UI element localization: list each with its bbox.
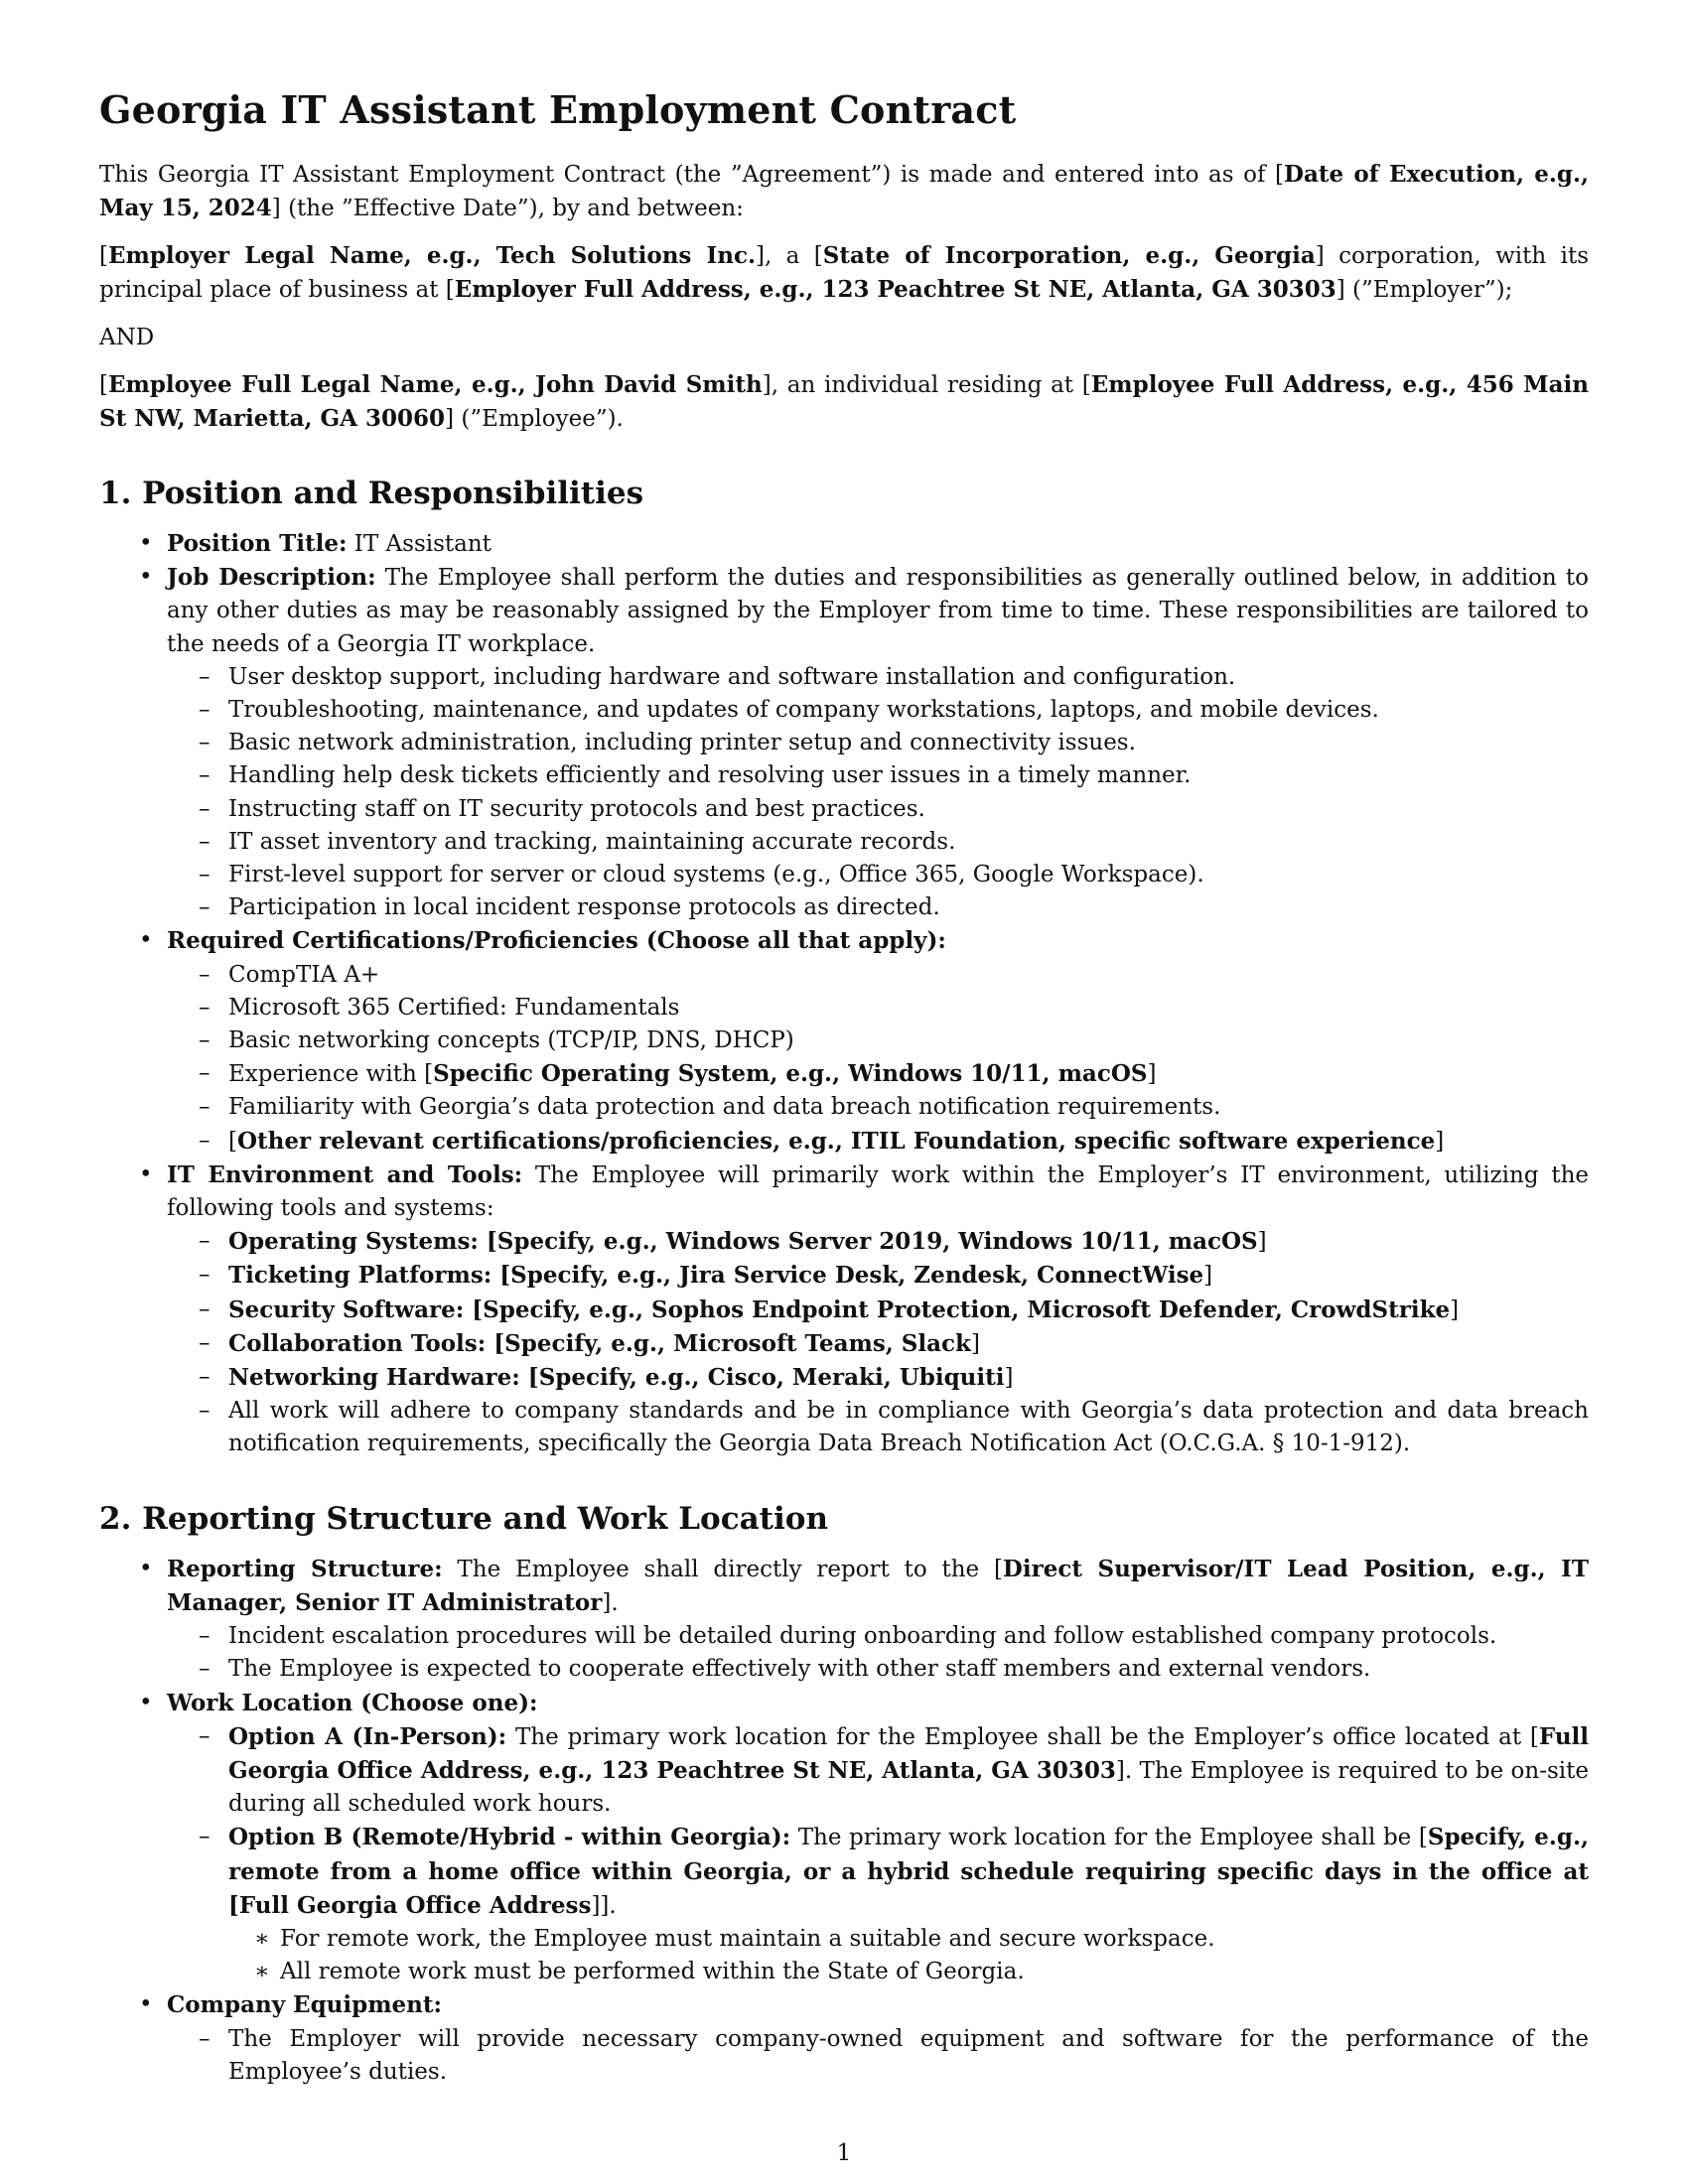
employer-paragraph: [Employer Legal Name, e.g., Tech Solutions Inc.], a [State of Incorporation, e.g., Georgia] corporation, with its principal place of business at [Employer Full Address, e.g., 123 Peachtree St NE, Atlanta, GA 30303] (”Employer”); [99, 242, 1590, 303]
list-item: – Experience with [Specific Operating System, e.g., Windows 10/11, macOS] [228, 1057, 1589, 1091]
list-item: – Participation in local incident response protocols as directed. [228, 891, 1589, 924]
list-item: – Instructing staff on IT security protocols and best practices. [228, 793, 1589, 826]
list-item: • Company Equipment: – The Employer will provide necessary company-owned equipment and software for the performance of the Employee’s duties. [167, 1988, 1589, 2089]
equipment-list [167, 2023, 1589, 2089]
list-item: – Operating Systems: [Specify, e.g., Windows Server 2019, Windows 10/11, macOS] [228, 1225, 1589, 1259]
section-heading-1: 1. Position and Responsibilities [99, 476, 644, 511]
employer-name-placeholder: Employer Legal Name, e.g., Tech Solutions Inc. [107, 242, 756, 269]
employer-address-placeholder: Employer Full Address, e.g., 123 Peachtree St NE, Atlanta, GA 30303 [454, 276, 1336, 303]
intro-paragraph: This Georgia IT Assistant Employment Contract (the ”Agreement”) is made and entered into as of [Date of Execution, e.g., May 15, 2024] (the ”Effective Date”), by and between: [99, 161, 1589, 221]
list-item: – Security Software: [Specify, e.g., Sophos Endpoint Protection, Microsoft Defender, CrowdStrike] [228, 1294, 1589, 1327]
list-item: – User desktop support, including hardware and software installation and configuration. [228, 661, 1589, 694]
page-title: Georgia IT Assistant Employment Contract [99, 87, 1017, 132]
section-2-list [99, 1553, 1589, 2089]
tools-list [167, 1225, 1589, 1460]
list-item: ∗ For remote work, the Employee must maintain a suitable and secure workspace. [280, 1923, 1589, 1956]
list-item: – IT asset inventory and tracking, maintaining accurate records. [228, 826, 1589, 859]
list-item: – Troubleshooting, maintenance, and updates of company workstations, laptops, and mobile devices. [228, 694, 1589, 727]
list-item: – Handling help desk tickets efficiently and resolving user issues in a timely manner. [228, 759, 1589, 792]
employee-name-placeholder: Employee Full Legal Name, e.g., John David Smith [107, 371, 763, 398]
employee-paragraph: [Employee Full Legal Name, e.g., John David Smith], an individual residing at [Employee Full Address, e.g., 456 Main St NW, Marietta, GA 30060] (”Employee”). [99, 371, 1589, 432]
list-item: • Required Certifications/Proficiencies (Choose all that apply): – CompTIA A+ – Microsoft 365 Certified: Fundamentals – Basic networking concepts (TCP/IP, DNS, DHCP) – Experience with [Specific Operating System, e.g., Windows 10/11, macOS] – Familiarity with Georgia’s data protection and data breach notification requirements. – [Other relevant certifications/proficiencies, e.g., ITIL Foundation, specific software experience] [167, 924, 1589, 1158]
duties-list [167, 661, 1589, 925]
list-item: • Reporting Structure: The Employee shall directly report to the [Direct Supervisor/IT Lead Position, e.g., IT Manager, Senior IT Administrator]. – Incident escalation procedures will be detailed during onboarding and follow established company protocols. – The Employee is expected to cooperate effectively with other staff members and external vendors. [167, 1553, 1589, 1687]
document-page [99, 87, 1589, 2089]
list-item: • Position Title: IT Assistant [167, 527, 1589, 561]
list-item: – Familiarity with Georgia’s data protection and data breach notification requirements. [228, 1091, 1589, 1124]
list-item: ∗ All remote work must be performed within the State of Georgia. [280, 1956, 1589, 1988]
page-number: 1 [836, 2140, 852, 2166]
certifications-list [167, 959, 1589, 1159]
list-item: – Collaboration Tools: [Specify, e.g., Microsoft Teams, Slack] [228, 1327, 1589, 1361]
and-line: AND [99, 325, 155, 350]
list-item: – Basic networking concepts (TCP/IP, DNS, DHCP) [228, 1024, 1589, 1057]
list-item: • IT Environment and Tools: The Employee will primarily work within the Employer’s IT environment, utilizing the following tools and systems: – Operating Systems: [Specify, e.g., Windows Server 2019, Windows 10/11, macOS] – Ticketing Platforms: [Specify, e.g., Jira Service Desk, Zendesk, ConnectWise] – Security Software: [Specify, e.g., Sophos Endpoint Protection, Microsoft Defender, CrowdStrike] – Collaboration Tools: [Specify, e.g., Microsoft Teams, Slack] – Networking Hardware: [Specify, e.g., Cisco, Meraki, Ubiquiti] – All work will adhere to company standards and be in compliance with Georgia’s data protection and data breach notification requirements, specifically the Georgia Data Breach Notification Act (O.C.G.A. § 10-1-912). [167, 1159, 1589, 1461]
remote-rules-list [228, 1923, 1589, 1988]
execution-date-placeholder: Date of Execution, e.g., May 15, 2024 [99, 161, 1589, 221]
list-item: – CompTIA A+ [228, 959, 1589, 992]
list-item: • Job Description: The Employee shall perform the duties and responsibilities as generally outlined below, in addition to any other duties as may be reasonably assigned by the Employer from time to time. These responsibilities are tailored to the needs of a Georgia IT workplace. – User desktop support, including hardware and software installation and configuration. – Troubleshooting, maintenance, and updates of company workstations, laptops, and mobile devices. – Basic network administration, including printer setup and connectivity issues. – Handling help desk tickets efficiently and resolving user issues in a timely manner. – Instructing staff on IT security protocols and best practices. – IT asset inventory and tracking, maintaining accurate records. – First-level support for server or cloud systems (e.g., Office 365, Google Workspace). – Participation in local incident response protocols as directed. [167, 561, 1589, 924]
location-options-list [167, 1720, 1589, 1989]
list-item: – All work will adhere to company standards and be in compliance with Georgia’s data protection and data breach notification requirements, specifically the Georgia Data Breach Notification Act (O.C.G.A. § 10-1-912). [228, 1395, 1589, 1460]
list-item: – Option A (In-Person): The primary work location for the Employee shall be the Employer’s office located at [Full Georgia Office Address, e.g., 123 Peachtree St NE, Atlanta, GA 30303]. The Employee is required to be on-site during all scheduled work hours. [228, 1720, 1589, 1822]
section-1-list [99, 527, 1589, 1461]
list-item: – The Employer will provide necessary company-owned equipment and software for the performance of the Employee’s duties. [228, 2023, 1589, 2089]
state-placeholder: State of Incorporation, e.g., Georgia [822, 242, 1316, 269]
employee-address-placeholder: Employee Full Address, e.g., 456 Main St NW, Marietta, GA 30060 [99, 371, 1589, 432]
list-item: – The Employee is expected to cooperate effectively with other staff members and external vendors. [228, 1653, 1589, 1686]
list-item: – Ticketing Platforms: [Specify, e.g., Jira Service Desk, Zendesk, ConnectWise] [228, 1259, 1589, 1293]
list-item: – [Other relevant certifications/proficiencies, e.g., ITIL Foundation, specific software experience] [228, 1125, 1589, 1159]
list-item: – First-level support for server or cloud systems (e.g., Office 365, Google Workspace). [228, 859, 1589, 891]
list-item: – Option B (Remote/Hybrid - within Georgia): The primary work location for the Employee shall be [Specify, e.g., remote from a home office within Georgia, or a hybrid schedule requiring specific days in the office at [Full Georgia Office Address]]. ∗ For remote work, the Employee must maintain a suitable and secure workspace. ∗ All remote work must be performed within the State of Georgia. [228, 1821, 1589, 1988]
list-item: – Incident escalation procedures will be detailed during onboarding and follow established company protocols. [228, 1620, 1589, 1653]
list-item: – Basic network administration, including printer setup and connectivity issues. [228, 727, 1589, 759]
list-item: – Networking Hardware: [Specify, e.g., Cisco, Meraki, Ubiquiti] [228, 1361, 1589, 1395]
list-item: – Microsoft 365 Certified: Fundamentals [228, 992, 1589, 1024]
section-heading-2: 2. Reporting Structure and Work Location [99, 1500, 828, 1537]
list-item: • Work Location (Choose one): – Option A (In-Person): The primary work location for the Employee shall be the Employer’s office located at [Full Georgia Office Address, e.g., 123 Peachtree St NE, Atlanta, GA 30303]. The Employee is required to be on-site during all scheduled work hours. – Option B (Remote/Hybrid - within Georgia): The primary work location for the Employee shall be [Specify, e.g., remote from a home office within Georgia, or a hybrid schedule requiring specific days in the office at [Full Georgia Office Address]]. ∗ For remote work, the Employee must maintain a suitable and secure workspace. ∗ All remote work must be performed within the State of Georgia. [167, 1687, 1589, 1989]
reporting-list [167, 1620, 1589, 1686]
